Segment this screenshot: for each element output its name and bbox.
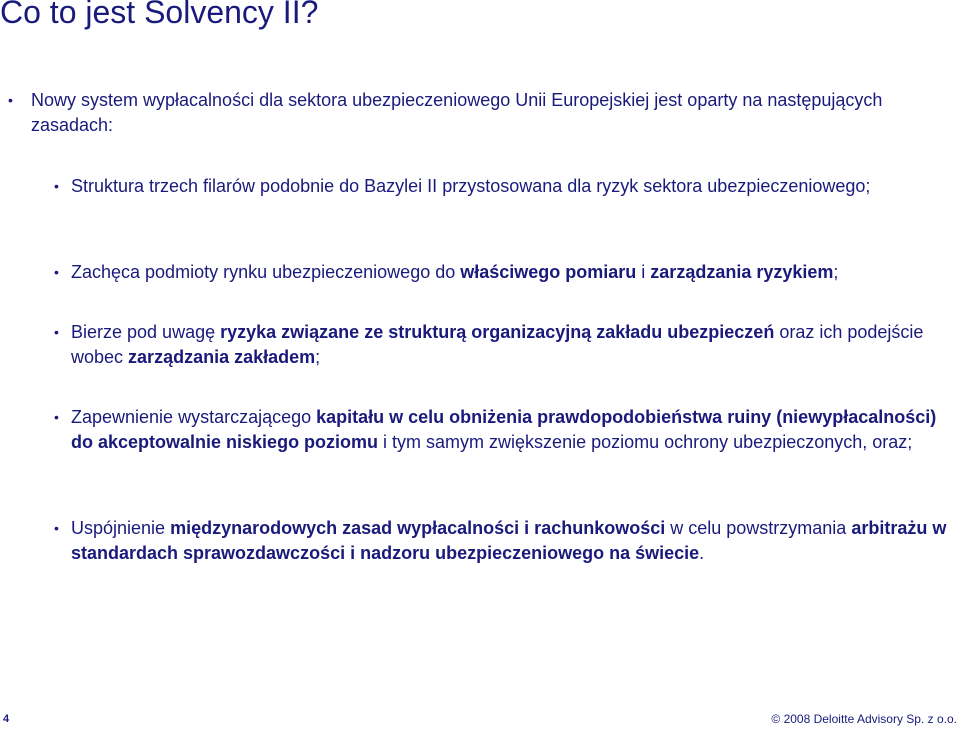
list-item-text [71, 320, 954, 370]
intro-text: Nowy system wypłacalności dla sektora ubezpieczeniowego Unii Europejskiej jest oparty na następujących zasadach: [31, 90, 883, 135]
page-number: 4 [3, 713, 10, 725]
intro-paragraph [8, 88, 908, 138]
emphasis-text: zarządzania ryzykiem [650, 262, 834, 282]
copyright-notice: © 2008 Deloitte Advisory Sp. z o.o. [771, 712, 957, 726]
emphasis-text: kapitału w celu obniżenia prawdopodobieństwa ruiny (niewypłacalności) do akceptowalnie niskiego poziomu [71, 407, 937, 452]
body-text: Zachęca podmioty rynku ubezpieczeniowego do [71, 262, 461, 282]
emphasis-text: arbitrażu w standardach sprawozdawczości i nadzoru ubezpieczeniowego na świecie [71, 518, 947, 563]
bullet-icon: • [54, 178, 59, 194]
emphasis-text: ryzyka związane ze strukturą organizacyjną zakładu ubezpieczeń [220, 322, 775, 342]
list-item-text [71, 174, 954, 199]
list-item [54, 405, 954, 455]
list-item-text [71, 516, 954, 566]
body-text: Struktura trzech filarów podobnie do Bazylei II przystosowana dla ryzyk sektora ubezpieczeniowego; [71, 176, 871, 196]
list-item-text [71, 260, 954, 285]
list-item [54, 174, 954, 199]
body-text: i [636, 262, 651, 282]
list-item [54, 516, 954, 566]
body-text: w celu powstrzymania [665, 518, 852, 538]
body-text: i tym samym zwiększenie poziomu ochrony ubezpieczonych, oraz; [378, 432, 913, 452]
slide-title: Co to jest Solvency II? [0, 0, 319, 30]
bullet-icon: • [54, 520, 59, 536]
list-item-text [71, 405, 954, 455]
emphasis-text: zarządzania zakładem [128, 347, 316, 367]
emphasis-text: międzynarodowych zasad wypłacalności i rachunkowości [170, 518, 666, 538]
list-item [54, 260, 954, 285]
body-text: Zapewnienie wystarczającego [71, 407, 317, 427]
bullet-icon: • [8, 92, 13, 108]
emphasis-text: właściwego pomiaru [460, 262, 637, 282]
body-text: ; [315, 347, 321, 367]
body-text: Bierze pod uwagę [71, 322, 221, 342]
list-item [54, 320, 954, 370]
bullet-icon: • [54, 264, 59, 280]
body-text: Uspójnienie [71, 518, 171, 538]
body-text: oraz ich podejście wobec [71, 322, 924, 367]
bullet-icon: • [54, 409, 59, 425]
bullet-icon: • [54, 324, 59, 340]
body-text: ; [833, 262, 839, 282]
body-text: . [699, 543, 705, 563]
